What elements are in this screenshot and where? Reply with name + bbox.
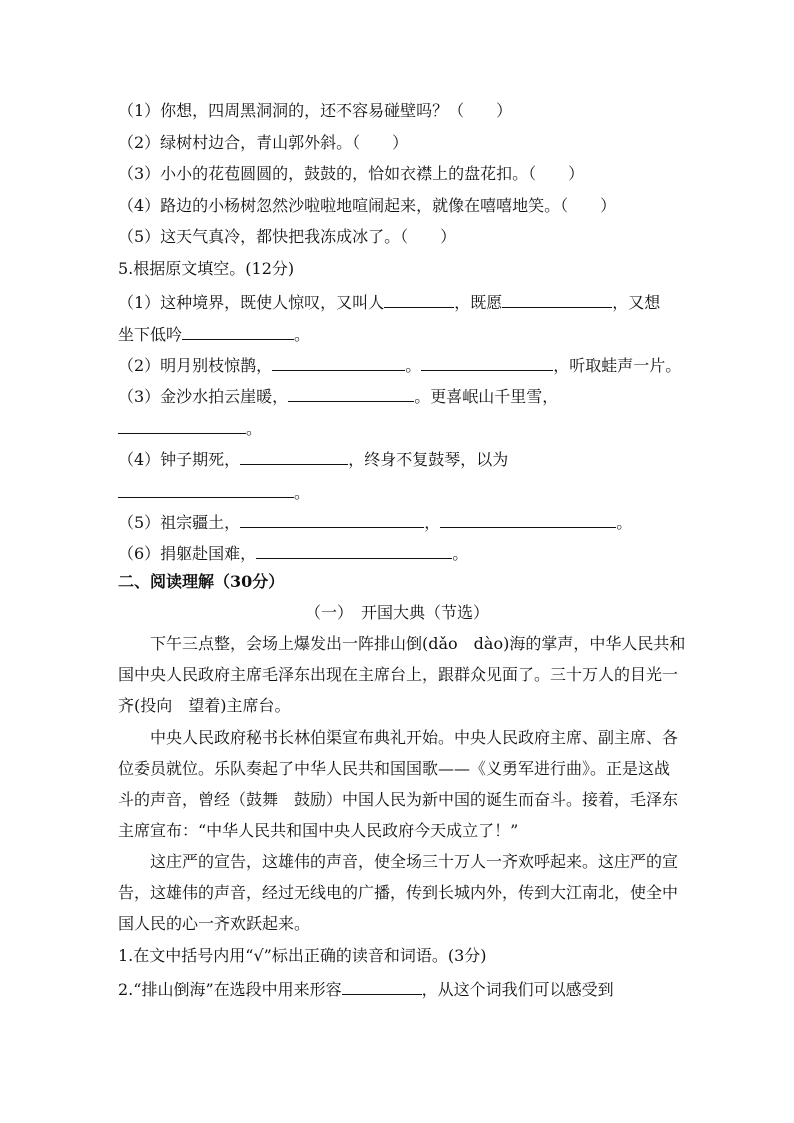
reading-question-2 (118, 977, 614, 1000)
fill-text: 。 (246, 419, 263, 438)
fill-text: 。 (616, 513, 633, 532)
fill-item-6 (118, 541, 468, 564)
fill-text: （5）祖宗疆土， (118, 513, 241, 532)
fill-text: （6）捐躯赴国难， (118, 544, 257, 563)
answer-blank[interactable] (440, 510, 616, 528)
passage-line: 下午三点整，会场上爆发出一阵排山倒(dǎo dào)海的掌声，中华人民共和 (118, 634, 686, 653)
passage-title: （一） 开国大典（节选） (304, 603, 489, 622)
fill-text: 。更喜岷山千里雪， (414, 387, 559, 406)
fill-item-4-line-2 (118, 480, 310, 503)
section4-item-1: （1）你想，四周黑洞洞的，还不容易碰壁吗？（ ） (118, 101, 513, 120)
fill-text: ，从这个词我们可以感受到 (421, 980, 614, 999)
passage-line: 中央人民政府秘书长林伯渠宣布典礼开始。中央人民政府主席、副主席、各 (118, 728, 679, 747)
section4-item-2: （2）绿树村边合，青山郭外斜。（ ） (118, 133, 409, 152)
fill-text: ，既愿 (454, 293, 503, 312)
reading-question-1: 1.在文中括号内用“√”标出正确的读音和词语。(3分) (118, 946, 487, 965)
passage-line: 国中央人民政府主席毛泽东出现在主席台上，跟群众见面了。三十万人的目光一 (118, 665, 679, 684)
fill-text: 。 (294, 483, 311, 502)
answer-blank[interactable] (288, 384, 414, 402)
fill-item-1-line-2 (118, 322, 310, 345)
section4-item-3: （3）小小的花苞圆圆的，鼓鼓的，恰如衣襟上的盘花扣。（ ） (118, 164, 585, 183)
fill-item-1-line-1 (118, 290, 660, 313)
passage-line: 位委员就位。乐队奏起了中华人民共和国国歌——《义勇军进行曲》。正是这战 (118, 759, 671, 778)
answer-blank[interactable] (502, 290, 612, 308)
fill-item-3-line-1 (118, 384, 558, 407)
answer-blank[interactable] (342, 977, 422, 995)
passage-line: 国人民的心一齐欢跃起来。 (118, 914, 311, 933)
answer-blank[interactable] (272, 353, 405, 371)
answer-blank[interactable] (384, 290, 454, 308)
fill-item-3-line-2 (118, 416, 262, 439)
answer-blank[interactable] (240, 510, 424, 528)
answer-blank[interactable] (118, 416, 246, 434)
fill-text: ，听取蛙声一片。 (553, 356, 682, 375)
answer-blank[interactable] (256, 541, 452, 559)
passage-line: 这庄严的宣告，这雄伟的声音，使全场三十万人一齐欢呼起来。这庄严的宣 (118, 852, 679, 871)
fill-item-2 (118, 353, 681, 376)
answer-blank[interactable] (182, 322, 294, 340)
fill-text: ，又想 (612, 293, 661, 312)
fill-text: 坐下低吟 (118, 325, 183, 344)
fill-text: ， (424, 513, 441, 532)
fill-text: 。 (294, 325, 311, 344)
fill-text: （1）这种境界，既使人惊叹，又叫人 (118, 293, 385, 312)
answer-blank[interactable] (118, 480, 294, 498)
passage-line: 告，这雄伟的声音，经过无线电的广播，传到长城内外，传到大江南北，使全中 (118, 883, 679, 902)
fill-item-5 (118, 510, 632, 533)
section4-item-4: （4）路边的小杨树忽然沙啦啦地喧闹起来，就像在嘻嘻地笑。（ ） (118, 196, 617, 215)
fill-item-4-line-1 (118, 447, 508, 470)
fill-text: 。 (452, 544, 469, 563)
fill-text: （3）金沙水拍云崖暖， (118, 387, 289, 406)
section4-item-5: （5）这天气真冷，都快把我冻成冰了。（ ） (118, 227, 457, 246)
passage-line: 齐(投向 望着)主席台。 (118, 696, 291, 715)
fill-text: （4）钟子期死， (118, 450, 241, 469)
fill-text: ，终身不复鼓琴，以为 (348, 450, 509, 469)
fill-text: 2.“排山倒海”在选段中用来形容 (118, 980, 342, 999)
fill-text: 。 (405, 356, 422, 375)
answer-blank[interactable] (240, 447, 348, 465)
section-heading: 二、阅读理解（30分） (118, 572, 285, 591)
fill-text: （2）明月别枝惊鹊， (118, 356, 273, 375)
question-5-heading: 5.根据原文填空。(12分) (118, 259, 295, 278)
answer-blank[interactable] (421, 353, 553, 371)
passage-line: 斗的声音，曾经（鼓舞 鼓励）中国人民为新中国的诞生而奋斗。接着，毛泽东 (118, 790, 679, 809)
passage-line: 主席宣布：“中华人民共和国中央人民政府今天成立了！” (118, 821, 519, 840)
